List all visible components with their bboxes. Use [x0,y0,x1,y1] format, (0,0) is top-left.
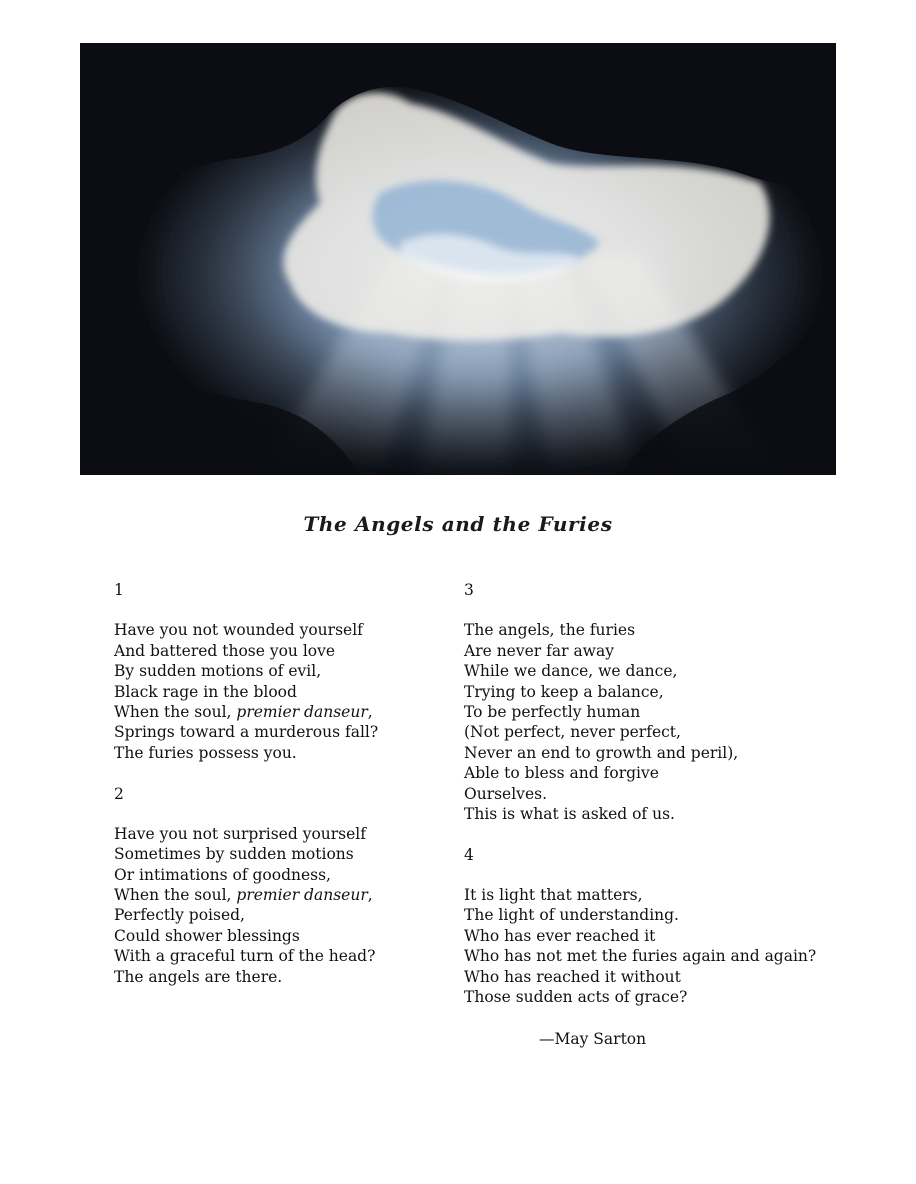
poem-line: With a graceful turn of the head? [114,947,376,966]
stanza-number: 3 [464,581,474,599]
poem-line: To be perfectly human [464,702,641,721]
poem-line: Black rage in the blood [114,682,297,701]
poem-line: Trying to keep a balance, [464,682,664,701]
poem-line: It is light that matters, [464,886,643,905]
attribution: —May Sarton [539,1030,647,1048]
stanza-4 [464,885,844,1007]
poem-title: The Angels and the Furies [303,512,613,536]
poem-line: Ourselves. [464,784,547,803]
poem-line: Or intimations of goodness, [114,865,331,884]
poem-line: (Not perfect, never perfect, [464,723,681,742]
left-column [114,580,444,1007]
poem-line: The angels are there. [114,967,283,986]
stanza-2 [114,824,444,987]
poem-line-italic: premier danseur [236,886,368,905]
poem-line: Who has ever reached it [464,926,656,945]
poem-line: Are never far away [464,641,614,660]
poem-line: Who has reached it without [464,967,681,986]
poem-line [114,702,444,722]
poem-line: Perfectly poised, [114,906,245,925]
poem-line: While we dance, we dance, [464,662,678,681]
poem-line: Who has not met the furies again and again? [464,947,817,966]
poem-line-text: When the soul, [114,886,237,905]
poem-line: This is what is asked of us. [464,804,675,823]
sky-clouds-sunbeams-image [80,43,836,475]
poem-line: The angels, the furies [464,621,636,640]
poem-line: Never an end to growth and peril), [464,743,739,762]
poem-line: Those sudden acts of grace? [464,988,688,1007]
poem-line: Able to bless and forgive [464,764,659,783]
poem-line: The furies possess you. [114,743,297,762]
poem-line: Could shower blessings [114,926,300,945]
stanza-1 [114,620,444,763]
poem-line: Have you not wounded yourself [114,621,363,640]
poem-line-text: When the soul, [114,702,237,721]
poem-line-punct: , [367,702,373,721]
right-column [464,580,844,1028]
poem-line: And battered those you love [114,641,336,660]
poem-line: Have you not surprised yourself [114,824,366,843]
stanza-3 [464,620,844,824]
stanza-number: 4 [464,845,474,864]
poem-line: Springs toward a murderous fall? [114,723,379,742]
stanza-number: 1 [114,581,124,599]
poem-line: The light of understanding. [464,906,679,925]
sky-image-svg [80,43,836,475]
poem-line-italic: premier danseur [236,702,368,721]
poem-line [114,885,444,905]
poem-line-punct: , [367,886,373,905]
poem-line: Sometimes by sudden motions [114,845,354,864]
stanza-number: 2 [114,784,124,803]
poem-line: By sudden motions of evil, [114,662,322,681]
